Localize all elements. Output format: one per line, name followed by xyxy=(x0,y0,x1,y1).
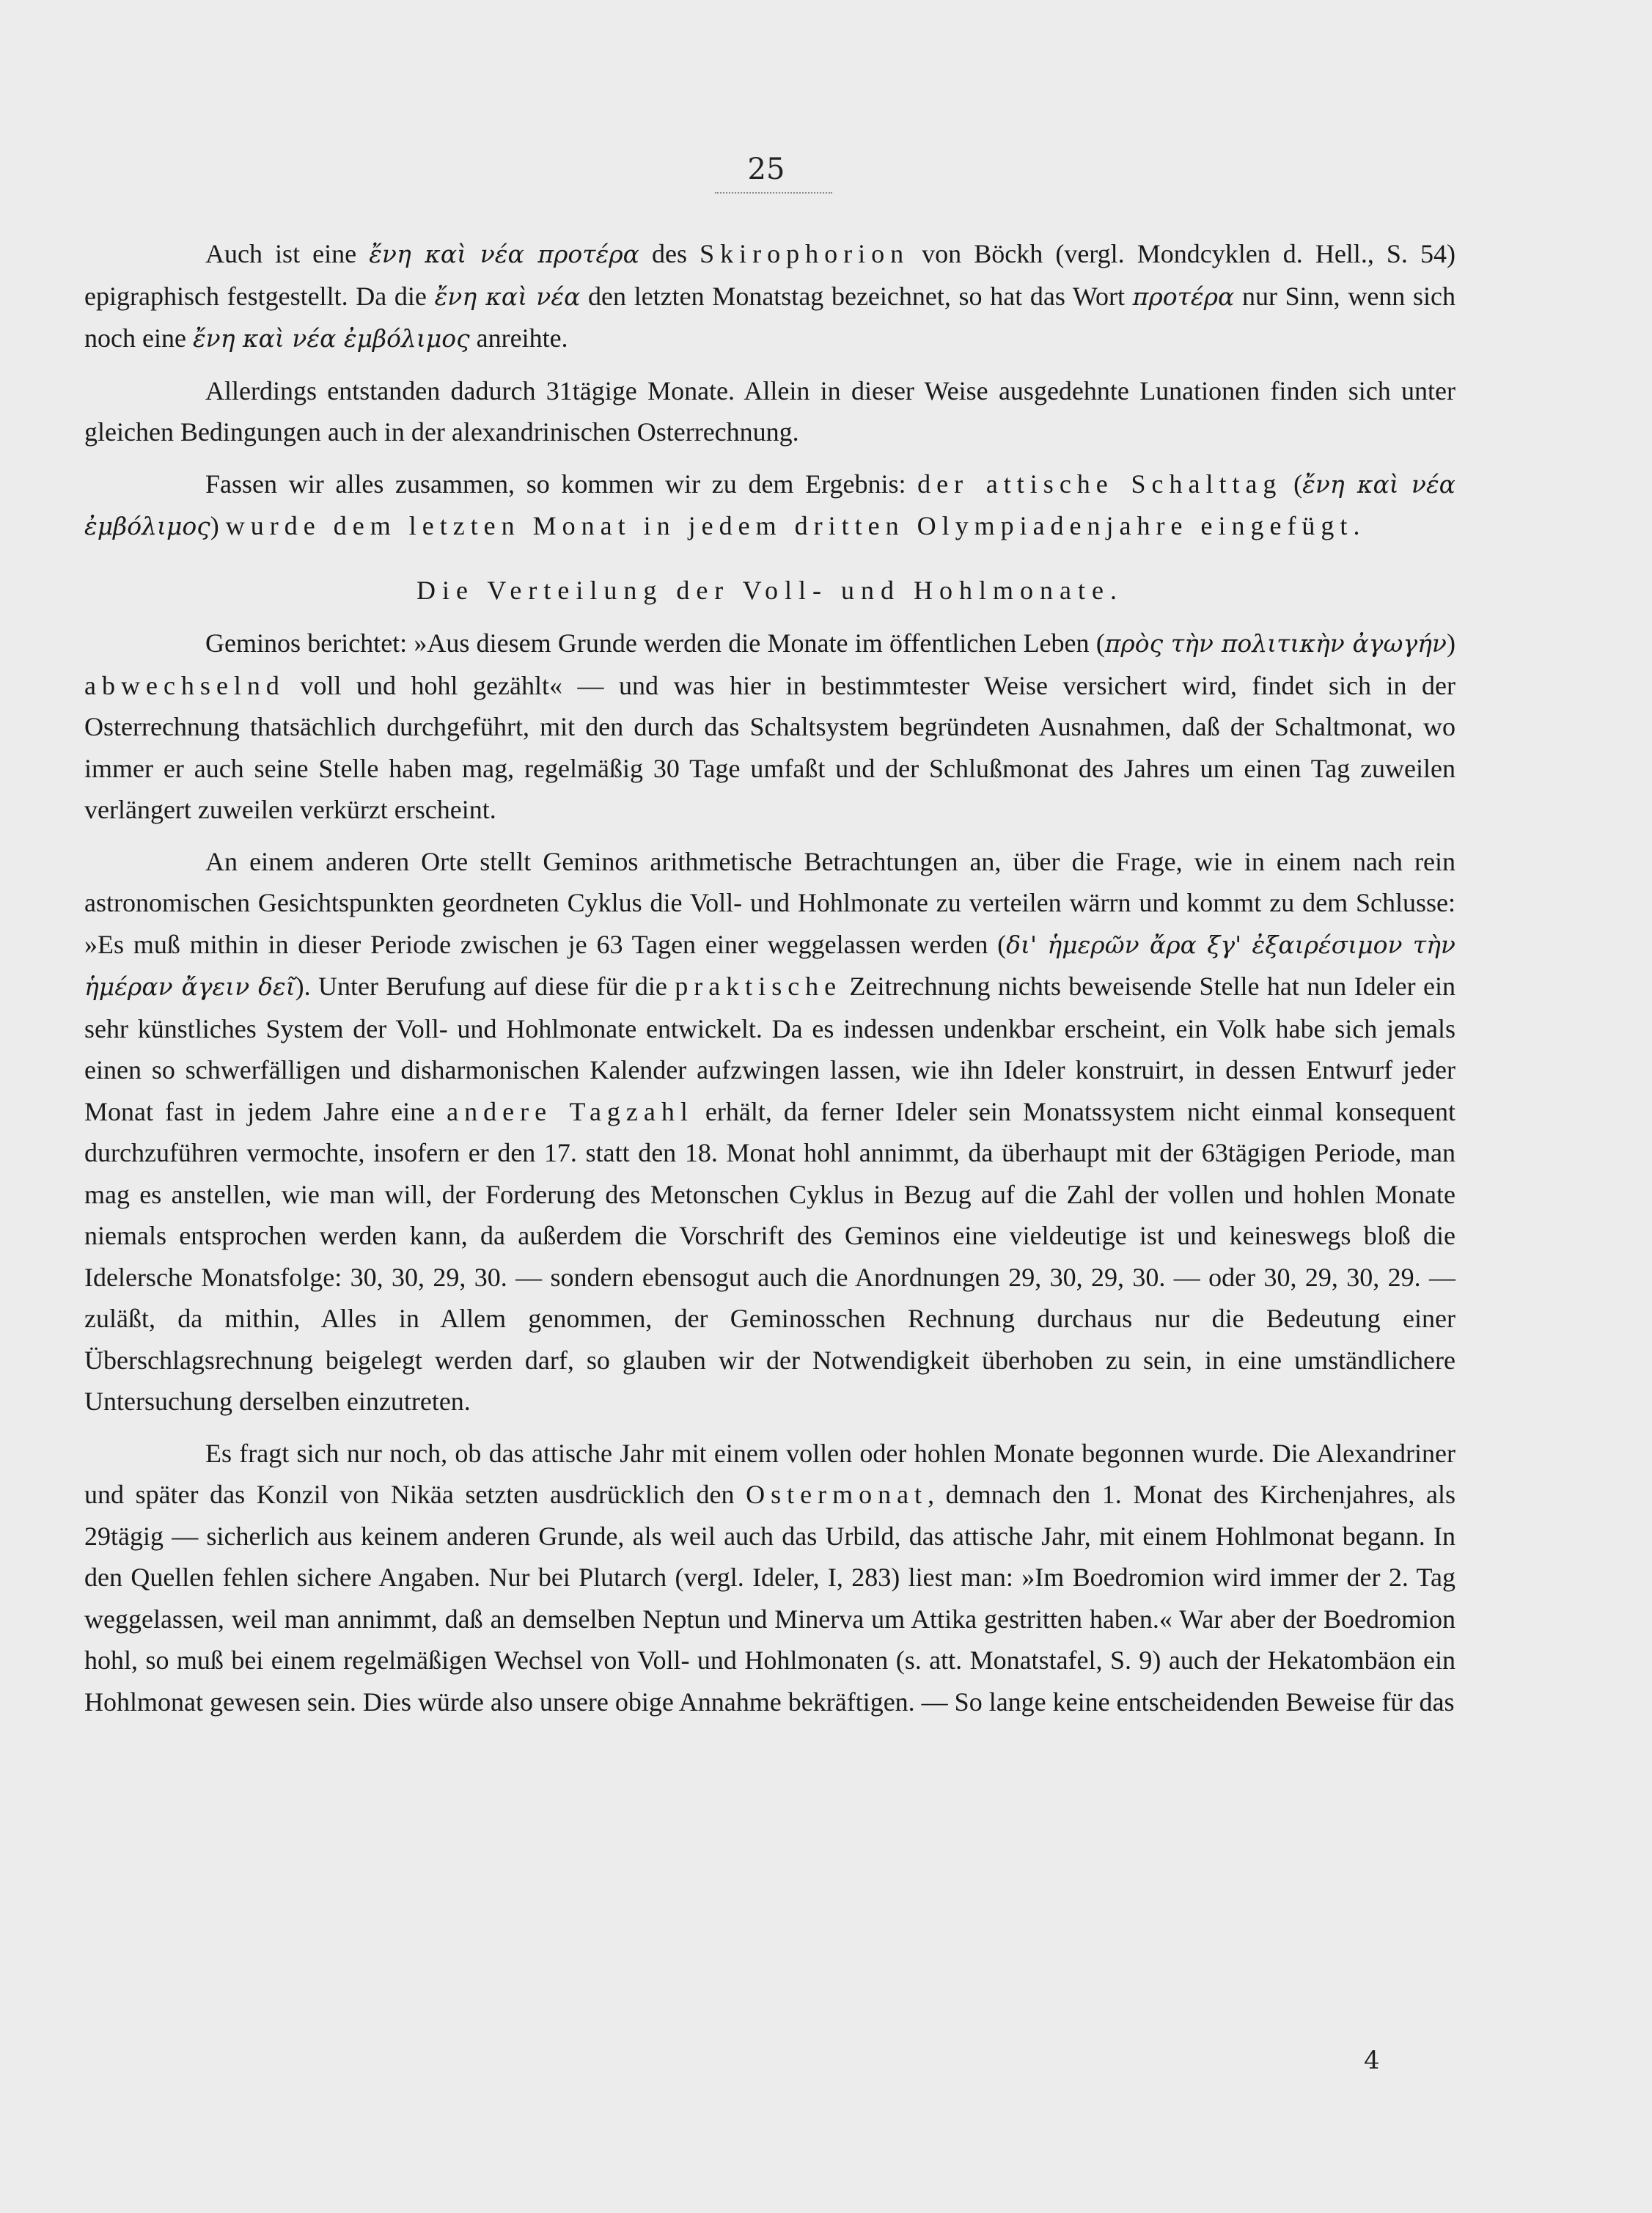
paragraph xyxy=(84,233,1455,360)
emphasized-text: abwechselnd xyxy=(84,670,285,700)
greek-text: δι' ἡμερῶν ἄρα ξγ' ἐξαιρέσιμον τὴν ἡμέραν ἄγειν δεῖ xyxy=(84,930,1455,1001)
text-run: erhält, da ferner Ideler sein Monatssystem nicht einmal konsequent durchzuführen vermochte, insofern er den 17. statt den 18. Monat hohl annimmt, da überhaupt mit der 63tägigen Periode, man mag es anstellen, wie man will, der Forderung des Metonschen Cyklus in Bezug auf die Zahl der vollen und hohlen Monate niemals entsprochen werden kann, da außerdem die Vorschrift des Geminos eine vieldeutige ist und keineswegs bloß die Idelersche Monatsfolge: 30, 30, 29, 30. — sondern ebensogut auch die Anordnungen 29, 30, 29, 30. — oder 30, 29, 30, 29. — zuläßt, da mithin, Alles in Allem genommen, der Geminosschen Rechnung durchaus nur die Bedeutung einer Überschlagsrechnung beigelegt werden darf, so glauben wir der Notwendigkeit überhoben zu sein, in eine umständlichere Untersuchung derselben einzutreten. xyxy=(84,1096,1455,1416)
text-run: An einem anderen Orte stellt Geminos arithmetische Betrachtungen an, über die Frage, wie in einem nach rein astronomischen Gesichtspunkten geordneten Cyklus die Voll- und Hohlmonate zu verteilen wärrn und kommt zu dem Schlusse: »Es muß mithin in dieser Periode zwischen je 63 Tagen einer weggelassen werden ( xyxy=(84,846,1455,959)
text-run: anreihte. xyxy=(469,323,568,353)
header-ornament xyxy=(715,185,832,194)
body-text xyxy=(84,233,1455,1733)
signature-mark: 4 xyxy=(1364,2046,1380,2075)
text-run: nur Sinn, wenn sich noch eine xyxy=(84,281,1455,353)
paragraph xyxy=(84,370,1455,453)
text-run: Fassen wir alles zusammen, so kommen wir zu dem Ergebnis: xyxy=(205,469,918,499)
text-run: des xyxy=(639,239,700,268)
text-run: voll und hohl gezählt« — und was hier in bestimmtester Weise versichert wird, findet sich in der Osterrechnung thatsächlich durchgeführt, mit den durch das Schaltsystem begründeten Ausnahmen, daß der Schaltmonat, wo immer er auch seine Stelle haben mag, regelmäßig 30 Tage umfaßt und der Schlußmonat des Jahres um einen Tag zuweilen verlängert zuweilen verkürzt erscheint. xyxy=(84,670,1455,824)
text-run: ) xyxy=(210,511,226,540)
emphasized-text: Ostermonat xyxy=(746,1480,928,1509)
paragraph xyxy=(84,463,1455,548)
text-run: ). Unter Berufung auf diese für die xyxy=(295,972,675,1001)
greek-text: ἔνη καὶ νέα ἐμβόλιμος xyxy=(84,469,1455,540)
emphasized-text: praktische xyxy=(675,972,842,1001)
greek-text: πρὸς τὴν πολιτικὴν ἀγωγήν xyxy=(1104,629,1447,658)
greek-text: ἔνη καὶ νέα προτέρα xyxy=(369,240,639,268)
text-run: , demnach den 1. Monat des Kirchenjahres, als 29tägig — sicherlich aus keinem anderen Grunde, als weil auch das Urbild, das attische Jahr, mit einem Hohlmonat begann. In den Quellen fehlen sichere Angaben. Nur bei Plutarch (vergl. Ideler, I, 283) liest man: »Im Boedromion wird immer der 2. Tag weggelassen, weil man annimmt, daß an demselben Neptun und Minerva um Attika gestritten haben.« War aber der Boedromion hohl, so muß bei einem regelmäßigen Wechsel von Voll- und Hohlmonaten (s. att. Monatstafel, S. 9) auch der Hekatombäon ein Hohlmonat gewesen sein. Dies würde also unsere obige Annahme bekräftigen. — So lange keine entscheidenden Beweise für das xyxy=(84,1480,1455,1717)
text-run: Allerdings entstanden dadurch 31tägige Monate. Allein in dieser Weise ausgedehnte Lunationen finden sich unter gleichen Bedingungen auch in der alexandrinischen Osterrechnung. xyxy=(84,375,1455,447)
greek-text: προτέρα xyxy=(1132,282,1235,311)
text-run: Auch ist eine xyxy=(205,239,370,268)
emphasized-text: wurde dem letzten Monat in jedem dritten Olympiadenjahre eingefügt xyxy=(225,511,1354,540)
page-number: 25 xyxy=(747,153,785,186)
text-run: Zeitrechnung nichts beweisende Stelle hat nun Ideler ein sehr künstliches System der Voll- und Hohlmonate entwickelt. Da es indessen undenkbar erscheint, ein Volk habe sich jemals einen so schwerfälligen und disharmonischen Kalender aufzwingen lassen, wie ihn Ideler konstruirt, in dessen Entwurf jeder Monat fast in jedem Jahre eine xyxy=(84,972,1455,1126)
text-run: ) xyxy=(1447,628,1455,658)
emphasized-text: der attische Schalttag xyxy=(917,469,1282,499)
paragraph xyxy=(84,623,1455,831)
text-run: Es fragt sich nur noch, ob das attische Jahr mit einem vollen oder hohlen Monate begonnen wurde. Die Alexandriner und später das Konzil von Nikäa setzten ausdrücklich den xyxy=(84,1438,1455,1509)
greek-text: ἔνη καὶ νέα xyxy=(434,282,581,311)
text-run: den letzten Monatstag bezeichnet, so hat das Wort xyxy=(580,281,1133,311)
text-run: . xyxy=(1353,511,1360,540)
section-heading: Die Verteilung der Voll- und Hohlmonate. xyxy=(416,575,1123,605)
greek-text: ἔνη καὶ νέα ἐμβόλιμος xyxy=(192,324,470,353)
emphasized-text: Skirophorion xyxy=(700,239,910,268)
text-run: ( xyxy=(1282,469,1303,499)
paragraph xyxy=(84,1433,1455,1723)
paragraph xyxy=(84,841,1455,1423)
emphasized-text: andere Tagzahl xyxy=(447,1096,694,1126)
text-run: von Böckh (vergl. Mondcyklen d. Hell., S. 54) epigraphisch festgestellt. Da die xyxy=(84,239,1455,311)
text-run: Geminos berichtet: »Aus diesem Grunde werden die Monate im öffentlichen Leben ( xyxy=(205,628,1105,658)
